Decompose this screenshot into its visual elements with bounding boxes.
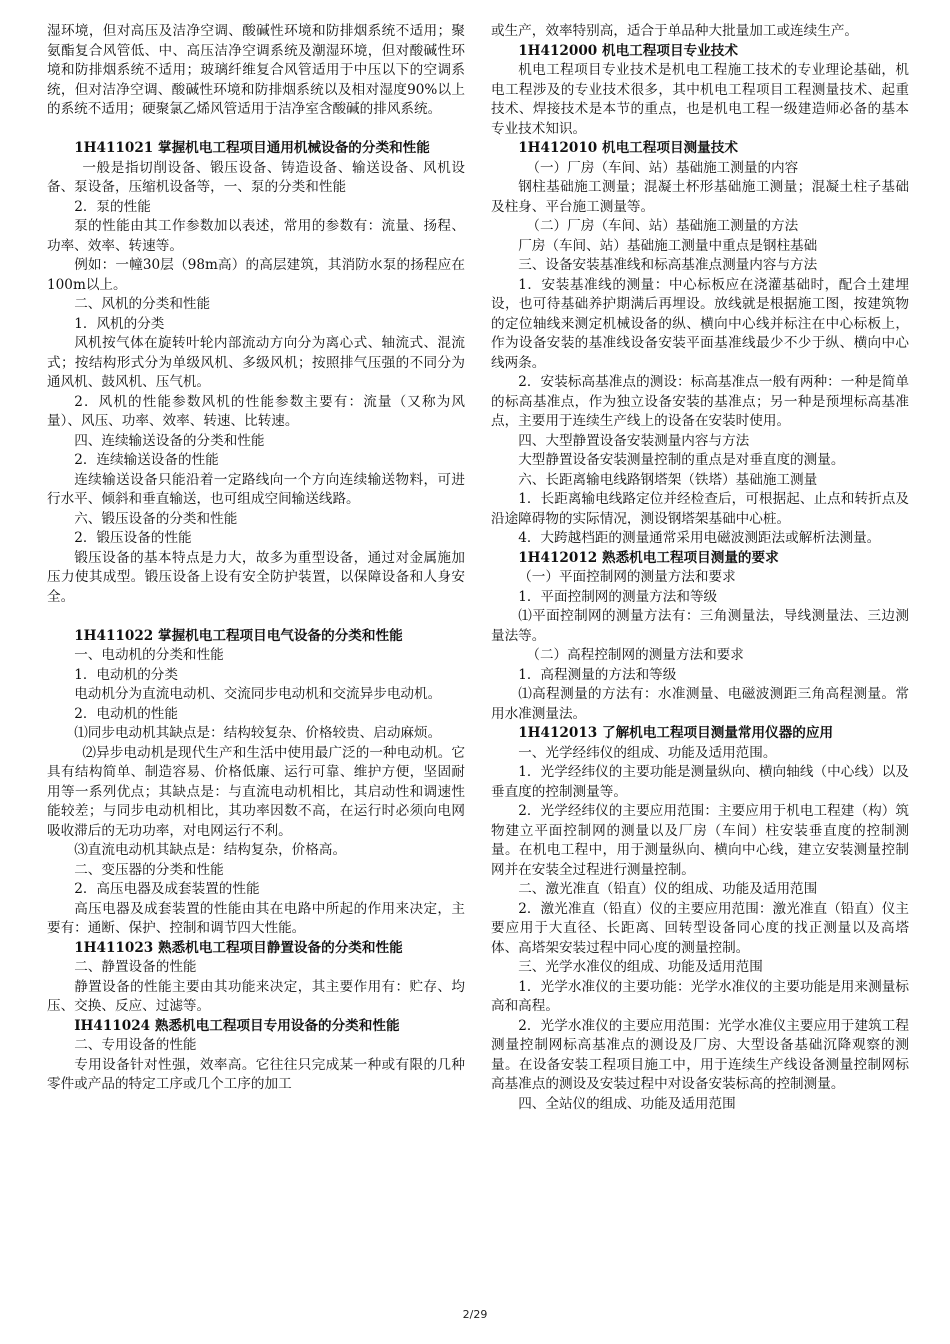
paragraph: （二）厂房（车间、站）基础施工测量的方法 — [526, 218, 799, 234]
paragraph: 1．光学水准仪的主要功能：光学水准仪的主要功能是用来测量标高和高程。 — [491, 978, 909, 1014]
paragraph: 专用设备针对性强，效率高。它往往只完成某一种或有限的几种零件或产品的特定工序或几个工序的加工 — [47, 1056, 465, 1092]
paragraph: 电动机分为直流电动机、交流同步电动机和交流异步电动机。 — [74, 686, 442, 702]
paragraph: 1．电动机的分类 — [74, 666, 178, 683]
paragraph: （一）厂房（车间、站）基础施工测量的内容 — [526, 159, 799, 176]
paragraph: 1．风机的分类 — [74, 315, 165, 332]
paragraph: 二、激光准直（铅直）仪的组成、功能及适用范围 — [518, 881, 818, 897]
paragraph: 一、电动机的分类和性能 — [74, 647, 224, 663]
spacer — [47, 607, 465, 627]
section-heading: 1H412012 熟悉机电工程项目测量的要求 — [518, 549, 779, 566]
paragraph: 风机按气体在旋转叶轮内部流动方向分为离心式、轴流式、混流式；按结构形式分为单级风机、多级风机；按照排气压强的不同分为通风机、鼓风机、压气机。 — [47, 335, 465, 390]
paragraph: 湿环境，但对高压及洁净空调、酸碱性环境和防排烟系统不适用；聚氨酯复合风管低、中、高压洁净空调系统及潮湿环境，但对酸碱性环境和防排烟系统不适用；玻璃纤维复合风管适用于中压以下的空调系统，但对洁净空调、酸碱性环境和防排烟系统以及相对湿度90%以上的系统不适用；硬聚氯乙烯风管适用于洁净室含酸碱的排风系统。 — [47, 23, 465, 117]
spacer — [47, 120, 465, 140]
paragraph: ⑴同步电动机其缺点是：结构较复杂、价格较贵、启动麻烦。 — [74, 725, 442, 741]
paragraph: ⑴平面控制网的测量方法有：三角测量法，导线测量法、三边测量法等。 — [491, 608, 909, 644]
paragraph: 2．安装标高基准点的测设：标高基准点一般有两种：一种是简单的标高基准点，作为独立设备安装的基准点；另一种是预埋标高基准点，主要用于连续生产线上的设备在安装时使用。 — [491, 374, 909, 429]
paragraph: ⑵异步电动机是现代生产和生活中使用最广泛的一种电动机。它具有结构简单、制造容易、价格低廉、运行可靠、维护方便，坚固耐用等一系列优点；其缺点是：与直流电动机相比，其启动性和调速性能较差；与同步电动机相比，其功率因数不高，在运行时必须向电网吸收滞后的无功功率，对电网运行不利。 — [47, 744, 465, 839]
paragraph: ⑶直流电动机其缺点是：结构复杂，价格高。 — [74, 842, 347, 858]
paragraph: 2．泵的性能 — [74, 198, 151, 215]
section-heading: 1H412000 机电工程项目专业技术 — [518, 42, 738, 59]
paragraph: 四、连续输送设备的分类和性能 — [74, 432, 265, 449]
paragraph: 4．大跨越档距的测量通常采用电磁波测距法或解析法测量。 — [518, 530, 881, 546]
section-heading: 1H411021 掌握机电工程项目通用机械设备的分类和性能 — [74, 140, 430, 156]
paragraph: 2．激光准直（铅直）仪的主要应用范围：激光准直（铅直）仪主要应用于大直径、长距离、回转型设备同心度的找正测量以及高塔体、高塔架安装过程中同心度的测量控制。 — [491, 900, 909, 956]
paragraph: 一、光学经纬仪的组成、功能及适用范围。 — [518, 744, 777, 761]
paragraph: 锻压设备的基本特点是力大，故多为重型设备，通过对金属施加压力使其成型。锻压设备上设有安全防护装置，以保障设备和人身安全。 — [47, 549, 465, 605]
paragraph: 2．连续输送设备的性能 — [74, 452, 219, 468]
paragraph: 一般是指切削设备、锻压设备、铸造设备、输送设备、风机设备、泵设备，压缩机设备等，一、泵的分类和性能 — [47, 159, 465, 195]
paragraph: 1．光学经纬仪的主要功能是测量纵向、横向轴线（中心线）以及垂直度的控制测量等。 — [491, 764, 909, 800]
paragraph: 三、设备安装基准线和标高基准点测量内容与方法 — [518, 257, 818, 273]
paragraph: 高压电器及成套装置的性能由其在电路中所起的作用来决定，主要有：通断、保护、控制和调节四大性能。 — [47, 900, 465, 936]
section-heading: 1H411023 熟悉机电工程项目静置设备的分类和性能 — [74, 939, 403, 956]
paragraph: 二、风机的分类和性能 — [74, 296, 211, 312]
paragraph: 2．电动机的性能 — [74, 705, 178, 722]
paragraph: 1．高程测量的方法和等级 — [518, 666, 677, 683]
paragraph: 三、光学水准仪的组成、功能及适用范围 — [518, 959, 763, 975]
section-heading: 1H412013 了解机电工程项目测量常用仪器的应用 — [518, 725, 834, 741]
paragraph: 或生产，效率特别高，适合于单品种大批量加工或连续生产。 — [491, 23, 859, 39]
paragraph: 二、变压器的分类和性能 — [74, 861, 224, 878]
paragraph: 六、锻压设备的分类和性能 — [74, 510, 238, 527]
paragraph: 四、大型静置设备安装测量内容与方法 — [518, 432, 750, 449]
paragraph: 四、全站仪的组成、功能及适用范围 — [518, 1095, 736, 1112]
paragraph: 2．风机的性能参数风机的性能参数主要有：流量（又称为风量）、风压、功率、效率、转速、比转速。 — [47, 393, 465, 429]
left-column — [47, 22, 465, 1095]
paragraph: ⑴高程测量的方法有：水准测量、电磁波测距三角高程测量。常用水准测量法。 — [491, 686, 909, 722]
paragraph: 钢柱基础施工测量；混凝土杯形基础施工测量；混凝土柱子基础及柱身、平台施工测量等。 — [491, 179, 909, 215]
paragraph: 厂房（车间、站）基础施工测量中重点是钢柱基础 — [518, 237, 818, 254]
paragraph: 泵的性能由其工作参数加以表述，常用的参数有：流量、扬程、功率、效率、转速等。 — [47, 218, 465, 254]
paragraph: 1．安装基准线的测量：中心标板应在浇灌基础时，配合土建埋设，也可待基础养护期满后再埋设。放线就是根据施工图，按建筑物的定位轴线来测定机械设备的纵、横向中心线并标注在中心标板上，作为设备安装的基准线设备安装平面基准线最少不少于纵、横向中心线两条。 — [491, 276, 909, 371]
paragraph: 2．光学水准仪的主要应用范围：光学水准仪主要应用于建筑工程测量控制网标高基准点的测设及厂房、大型设备基础沉降观察的测量。在设备安装工程项目施工中，用于连续生产线设备测量控制网标高基准点的测设及安装过程中对设备安装标高的控制测量。 — [491, 1017, 909, 1092]
section-heading: 1H411022 掌握机电工程项目电气设备的分类和性能 — [74, 627, 403, 644]
paragraph: 2．高压电器及成套装置的性能 — [74, 881, 260, 897]
paragraph: 静置设备的性能主要由其功能来决定，其主要作用有：贮存、均压、交换、反应、过滤等。 — [47, 978, 465, 1014]
paragraph: （二）高程控制网的测量方法和要求 — [526, 647, 744, 663]
paragraph: 机电工程项目专业技术是机电工程施工技术的专业理论基础，机电工程涉及的专业技术很多，其中机电工程项目工程测量技术、起重技术、焊接技术是本节的重点，也是机电工程一级建造师必备的基本专业技术知识。 — [491, 62, 909, 137]
paragraph: 二、专用设备的性能 — [74, 1037, 197, 1053]
paragraph: （一）平面控制网的测量方法和要求 — [518, 569, 736, 585]
section-heading: IH411024 熟悉机电工程项目专用设备的分类和性能 — [74, 1017, 400, 1034]
paragraph: 连续输送设备只能沿着一定路线向一个方向连续输送物料，可进行水平、倾斜和垂直输送，也可组成空间输送线路。 — [47, 471, 465, 507]
page-number: 2/29 — [462, 1308, 488, 1321]
paragraph: 1．长距离输电线路定位并经检查后，可根据起、止点和转折点及沿途障碍物的实际情况，测设钢塔架基础中心桩。 — [491, 491, 909, 527]
paragraph: 二、静置设备的性能 — [74, 959, 197, 975]
paragraph: 大型静置设备安装测量控制的重点是对垂直度的测量。 — [518, 452, 845, 468]
paragraph: 例如：一幢30层（98m高）的高层建筑，其消防水泵的扬程应在100m以上。 — [47, 257, 465, 293]
right-column — [491, 22, 909, 1114]
paragraph: 六、长距离输电线路钢塔架（铁塔）基础施工测量 — [518, 471, 818, 488]
paragraph: 1．平面控制网的测量方法和等级 — [518, 588, 718, 605]
paragraph: 2．光学经纬仪的主要应用范围：主要应用于机电工程建（构）筑物建立平面控制网的测量以及厂房（车间）柱安装垂直度的控制测量。在机电工程中，用于测量纵向、横向中心线，建立安装测量控制网并在安装全过程进行测量控制。 — [491, 803, 909, 878]
section-heading: 1H412010 机电工程项目测量技术 — [518, 140, 738, 156]
paragraph: 2．锻压设备的性能 — [74, 530, 192, 546]
